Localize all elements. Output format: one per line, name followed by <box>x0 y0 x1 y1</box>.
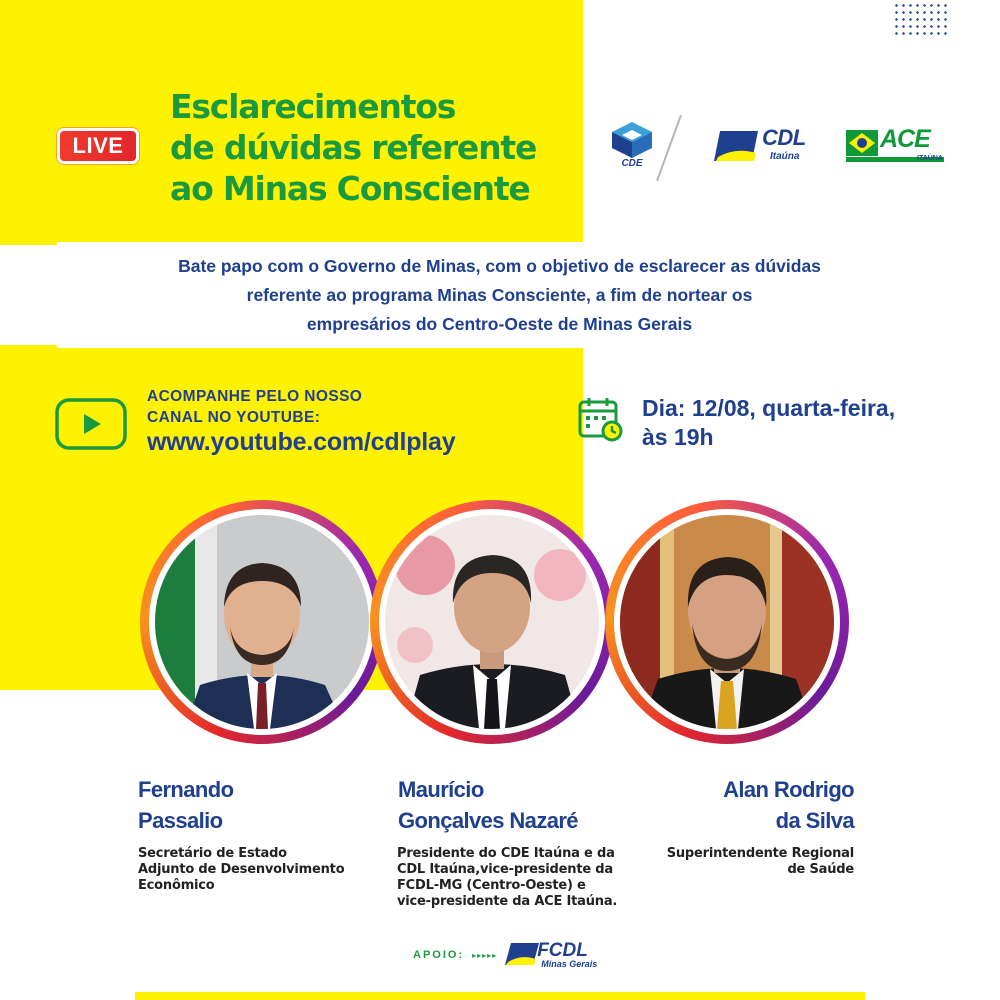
ace-logo-subtext: ITAÚNA <box>917 155 943 162</box>
title-line: ao Minas Consciente <box>170 169 530 208</box>
support-label: APOIO: <box>413 949 465 961</box>
speaker-role-line: vice-presidente da ACE Itaúna. <box>397 894 618 909</box>
date-line: Dia: 12/08, quarta-feira, <box>642 395 896 421</box>
speaker-name-line: Maurício <box>398 777 484 802</box>
support-footer <box>413 940 598 970</box>
speaker-name <box>138 774 233 836</box>
speaker-photo <box>370 500 614 744</box>
speaker-role-line: FCDL-MG (Centro-Oeste) e <box>397 878 586 893</box>
speaker-role-line: CDL Itaúna,vice-presidente da <box>397 862 613 877</box>
cdl-logo-text: CDL <box>762 125 806 150</box>
page-title <box>170 86 580 209</box>
dot-grid-decoration <box>893 2 947 38</box>
description-text <box>57 252 942 339</box>
live-badge: LIVE <box>57 128 139 164</box>
arrows-icon: ▸▸▸▸▸ <box>472 950 498 960</box>
speaker-role <box>397 846 617 910</box>
youtube-channel-label <box>147 386 447 428</box>
description-line: Bate papo com o Governo de Minas, com o objetivo de esclarecer as dúvidas <box>178 256 821 276</box>
speaker-role <box>654 846 854 878</box>
speaker-photo-image <box>155 515 369 729</box>
yellow-bottom-bar <box>135 992 865 1000</box>
fcdl-logo <box>505 940 598 970</box>
speaker-name-line: Fernando <box>138 777 234 802</box>
youtube-play-icon[interactable] <box>55 398 127 450</box>
speaker-role-line: Presidente do CDE Itaúna e da <box>397 846 615 861</box>
speaker-role <box>138 846 344 894</box>
speaker-name-line: Gonçalves Nazaré <box>398 808 578 833</box>
speaker-photo-image <box>620 515 834 729</box>
fcdl-logo-text: FCDL <box>537 940 588 961</box>
youtube-label-line: ACOMPANHE PELO NOSSO <box>147 388 363 405</box>
speaker-photo <box>140 500 384 744</box>
speaker-role-line: Superintendente Regional <box>666 846 854 861</box>
calendar-clock-icon <box>578 396 624 442</box>
description-line: referente ao programa Minas Consciente, a fim de nortear os <box>246 285 753 305</box>
title-line: Esclarecimentos <box>170 87 456 126</box>
speaker-name <box>398 774 578 836</box>
title-line: de dúvidas referente <box>170 128 537 167</box>
speaker-role-line: de Saúde <box>787 862 854 877</box>
speaker-name-line: Passalio <box>138 808 223 833</box>
cdl-logo-subtext: Itaúna <box>770 151 800 162</box>
speaker-photo <box>605 500 849 744</box>
description-line: empresários do Centro-Oeste de Minas Gerais <box>306 314 693 334</box>
speaker-name-line: da Silva <box>775 808 854 833</box>
speaker-role-line: Secretário de Estado <box>138 846 287 861</box>
youtube-url-link[interactable]: www.youtube.com/cdlplay <box>147 428 456 456</box>
fcdl-logo-subtext: Minas Gerais <box>541 959 598 969</box>
youtube-label-line: CANAL NO YOUTUBE: <box>147 409 321 426</box>
ace-logo-text: ACE <box>880 125 930 153</box>
date-line: às 19h <box>642 424 714 450</box>
logo-divider <box>656 115 682 181</box>
speaker-name <box>652 774 854 836</box>
speaker-name-line: Alan Rodrigo <box>723 777 854 802</box>
speaker-photo-image <box>385 515 599 729</box>
event-date <box>642 394 962 452</box>
speaker-role-line: Econômico <box>138 878 215 893</box>
speaker-role-line: Adjunto de Desenvolvimento <box>138 862 345 877</box>
cde-logo-text: CDE <box>621 158 643 169</box>
